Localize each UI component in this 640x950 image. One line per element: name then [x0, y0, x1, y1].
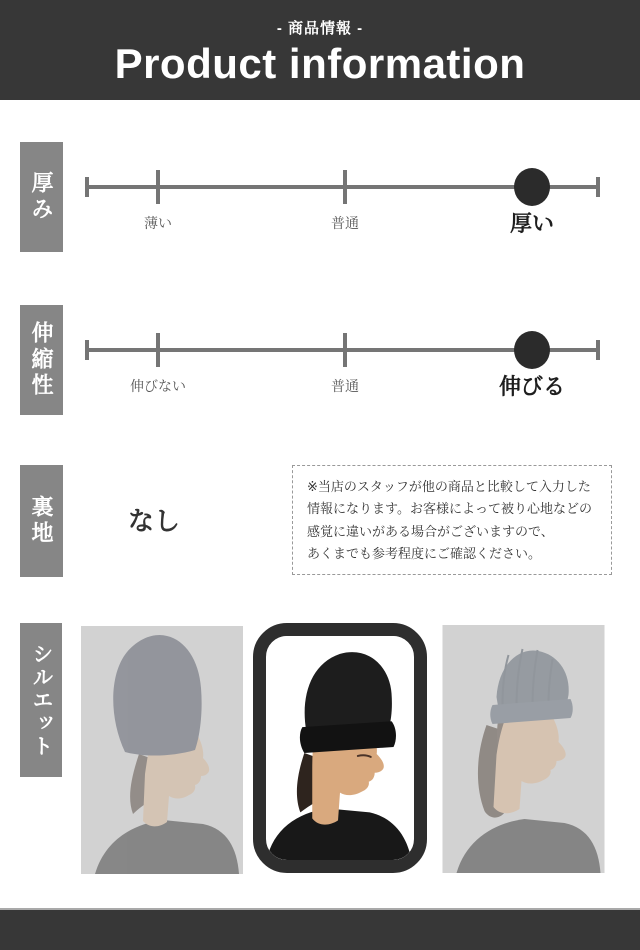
selected-photo-frame — [253, 623, 427, 873]
stretch-option-stretches-selected: 伸びる — [498, 374, 566, 399]
thickness-option-normal: 普通 — [331, 215, 359, 231]
lining-value: なし — [127, 506, 181, 536]
note-line: 情報になります。お客様によって被り心地などの — [307, 501, 592, 517]
thickness-label: 厚み — [20, 142, 63, 252]
footer-bar — [0, 908, 640, 950]
stretch-selected-dot — [514, 331, 550, 369]
silhouette-label: シルエット — [20, 623, 62, 777]
row-stretch — [0, 305, 640, 415]
silhouette-photo-cuffed-beanie-selected — [266, 636, 414, 860]
note-line: ※当店のスタッフが他の商品と比較して入力した — [307, 479, 591, 494]
stretch-option-no-stretch: 伸びない — [130, 378, 186, 394]
thickness-option-thin: 薄い — [144, 215, 172, 231]
header-jp-title: - 商品情報 - — [276, 20, 364, 37]
row-lining — [0, 465, 640, 577]
row-silhouette — [0, 623, 640, 875]
scale-endcap-left — [85, 177, 89, 197]
page-title: Product information — [114, 40, 526, 87]
thickness-selected-dot — [514, 168, 550, 206]
scale-endcap-left — [85, 340, 89, 360]
scale-endcap-right — [596, 177, 600, 197]
stretch-option-normal: 普通 — [331, 378, 359, 394]
row-thickness — [0, 142, 640, 252]
disclaimer-note-box — [292, 465, 612, 575]
scale-tick — [343, 170, 347, 204]
stretch-label: 伸縮性 — [20, 305, 63, 415]
note-line: 感覚に違いがある場合がございますので、 — [307, 523, 554, 539]
note-line: あくまでも参考程度にご確認ください。 — [307, 545, 542, 561]
lining-label: 裏地 — [20, 465, 63, 577]
header — [0, 0, 640, 100]
silhouette-photo-short-beanie — [442, 625, 605, 873]
thickness-option-thick-selected: 厚い — [509, 211, 555, 236]
scale-tick — [343, 333, 347, 367]
silhouette-photo-tall-beanie — [81, 626, 243, 874]
scale-endcap-right — [596, 340, 600, 360]
scale-tick — [156, 333, 160, 367]
scale-tick — [156, 170, 160, 204]
